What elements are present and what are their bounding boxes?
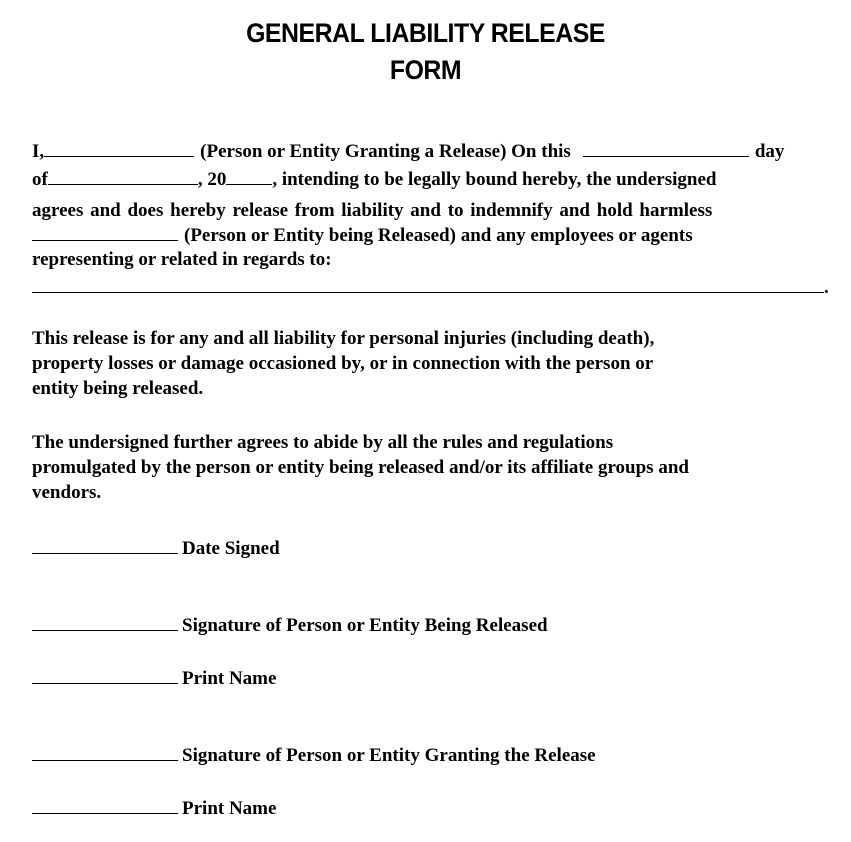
para1-line3: [32, 199, 712, 223]
para2-line3: [32, 377, 203, 401]
para3-line3: [32, 481, 101, 505]
day-blank[interactable]: [583, 140, 749, 157]
text-20: , 20: [197, 169, 227, 190]
para3-line2: [32, 456, 689, 480]
text-of: of: [32, 169, 48, 190]
text-intending: , intending to be legally bound hereby, the undersigned: [272, 169, 717, 190]
date-signed-label: Date Signed: [182, 538, 280, 559]
print-name-2-row: [32, 797, 276, 821]
form-title-line2: FORM: [389, 55, 462, 85]
sig-released-blank[interactable]: [32, 614, 178, 631]
sig-granting-label: Signature of Person or Entity Granting the Release: [182, 745, 596, 766]
text-agrees: agrees and does hereby release from liability and to indemnify and hold harmless: [32, 200, 713, 221]
print-name-1-blank[interactable]: [32, 667, 178, 684]
para3-text3: vendors.: [32, 482, 102, 503]
sig-released-label: Signature of Person or Entity Being Released: [182, 615, 548, 636]
print-name-2-blank[interactable]: [32, 797, 178, 814]
print-name-1-row: [32, 667, 276, 691]
month-blank[interactable]: [48, 168, 198, 185]
para1-line5: [32, 248, 332, 272]
date-signed-blank[interactable]: [32, 537, 178, 554]
text-representing: representing or related in regards to:: [32, 249, 332, 270]
para1-line6: [32, 276, 829, 300]
para2-line1: [32, 327, 654, 351]
year-blank[interactable]: [226, 168, 272, 185]
para2-text3: entity being released.: [32, 378, 204, 399]
text-i: I,: [32, 141, 45, 162]
released-party-blank[interactable]: [32, 224, 178, 241]
para3-text1: The undersigned further agrees to abide by all the rules and regulations: [32, 432, 614, 453]
para3-text2: promulgated by the person or entity being released and/or its affiliate groups and: [32, 457, 689, 478]
para1-line2: [32, 168, 716, 192]
form-title-line1: GENERAL LIABILITY RELEASE: [246, 18, 605, 48]
text-day: day: [754, 141, 785, 162]
granting-party-blank[interactable]: [44, 140, 194, 157]
date-signed-row: [32, 537, 280, 561]
para2-line2: [32, 352, 653, 376]
sig-released-row: [32, 614, 548, 638]
print-name-1-label: Print Name: [182, 668, 277, 689]
para1-line4: [32, 224, 693, 248]
sig-granting-row: [32, 744, 596, 768]
sig-granting-blank[interactable]: [32, 744, 178, 761]
para1-line1: [32, 140, 784, 164]
print-name-2-label: Print Name: [182, 798, 277, 819]
text-period: .: [824, 277, 829, 298]
para2-text1: This release is for any and all liability for personal injuries (including death),: [32, 328, 655, 349]
para2-text2: property losses or damage occasioned by, or in connection with the person or: [32, 353, 654, 374]
para3-line1: [32, 431, 613, 455]
text-released-label: (Person or Entity being Released) and any employees or agents: [184, 225, 693, 246]
regards-blank[interactable]: [32, 276, 824, 293]
text-granting-label: (Person or Entity Granting a Release) On this: [200, 141, 571, 162]
